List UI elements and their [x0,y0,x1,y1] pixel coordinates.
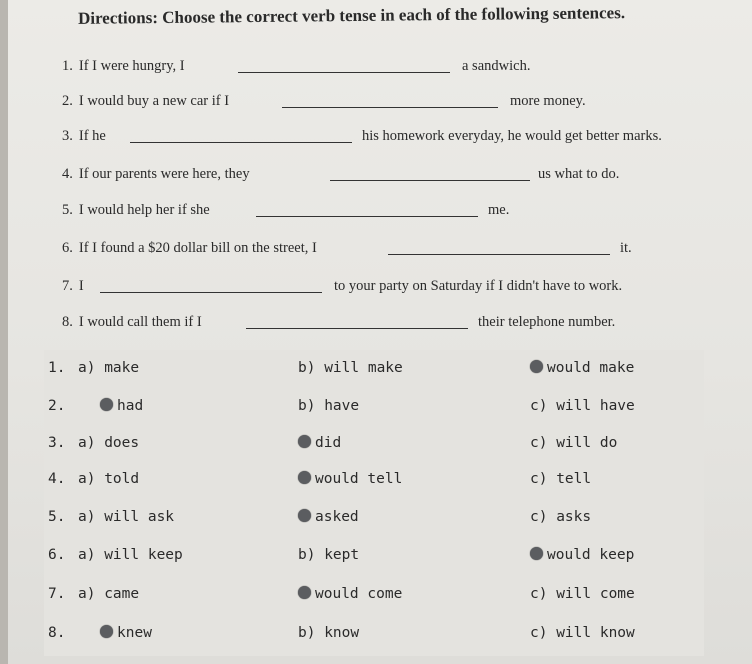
question-text-before: If our parents were here, they [78,166,250,182]
option-label: would make [547,360,635,376]
choice-row-6 [44,547,704,575]
option-label: c) tell [530,471,592,487]
question-number: 2. [62,93,73,109]
question-number: 4. [62,166,73,182]
answer-blank[interactable] [282,107,498,108]
choice-row-4 [44,471,704,499]
question-number: 6. [62,240,73,256]
question-text-before: I would help her if she [78,202,210,218]
option-b[interactable] [298,360,403,376]
question-5 [62,202,510,219]
option-label: a) will ask [78,509,175,525]
option-c[interactable] [530,586,635,602]
choice-row-number: 3. [48,435,66,451]
option-label: had [117,398,144,414]
answer-blank[interactable] [238,72,450,73]
question-text-after: me. [488,202,510,218]
question-number: 7. [62,278,73,294]
filled-circle-icon [298,586,311,599]
option-label: b) kept [298,547,360,563]
question-text-before: I would buy a new car if I [78,93,230,109]
question-7 [62,278,623,295]
option-label: b) have [298,398,360,414]
question-text-before: I [78,278,84,294]
option-label: c) asks [530,509,592,525]
option-b[interactable] [298,398,359,414]
option-label: c) will know [530,625,635,641]
question-8 [62,314,616,331]
option-c[interactable] [530,547,634,563]
choice-row-8 [44,625,704,653]
option-b[interactable] [298,509,359,525]
question-text-before: If I found a $20 dollar bill on the street, I [78,240,317,256]
question-number: 8. [62,314,73,330]
filled-circle-icon [100,625,113,638]
option-label: c) will have [530,398,635,414]
filled-circle-icon [100,398,113,411]
option-label: would tell [315,471,403,487]
option-label: c) will do [530,435,618,451]
worksheet-page [8,0,752,664]
filled-circle-icon [530,360,543,373]
option-c[interactable] [530,509,591,525]
option-label: c) will come [530,586,635,602]
option-label: a) will keep [78,547,183,563]
choice-row-1 [44,360,704,388]
question-2 [62,93,586,110]
option-a[interactable] [78,435,139,451]
option-label: a) does [78,435,140,451]
option-a[interactable] [100,625,152,641]
option-a[interactable] [78,360,139,376]
choice-row-3 [44,435,704,463]
question-text-after: their telephone number. [478,314,616,330]
option-a[interactable] [78,586,139,602]
question-text-before: If he [78,128,106,144]
option-label: b) will make [298,360,403,376]
option-a[interactable] [78,509,174,525]
option-label: a) came [78,586,140,602]
option-b[interactable] [298,435,341,451]
option-b[interactable] [298,625,359,641]
choice-row-number: 6. [48,547,66,563]
option-label: asked [315,509,359,525]
option-c[interactable] [530,398,635,414]
option-c[interactable] [530,360,634,376]
question-text-before: I would call them if I [78,314,202,330]
choice-row-number: 7. [48,586,66,602]
directions-heading: Directions: Choose the correct verb tense in each of the following sentences. [77,3,626,28]
question-number: 5. [62,202,73,218]
option-label: knew [117,625,152,641]
answer-blank[interactable] [100,292,322,293]
choice-row-number: 8. [48,625,66,641]
option-a[interactable] [78,471,139,487]
choice-row-5 [44,509,704,537]
question-text-after: his homework everyday, he would get better marks. [362,128,662,144]
question-text-after: to your party on Saturday if I didn't have to work. [334,278,623,294]
option-c[interactable] [530,435,617,451]
question-text-after: it. [620,240,632,256]
option-b[interactable] [298,586,402,602]
answer-blank[interactable] [246,328,468,329]
filled-circle-icon [298,471,311,484]
option-c[interactable] [530,471,591,487]
question-1 [62,58,531,75]
option-label: would keep [547,547,635,563]
choice-row-number: 2. [48,398,66,414]
question-text-before: If I were hungry, I [78,58,185,74]
option-a[interactable] [78,547,183,563]
filled-circle-icon [298,509,311,522]
question-text-after: more money. [510,93,586,109]
choice-row-number: 1. [48,360,66,376]
answer-blank[interactable] [330,180,530,181]
choice-row-number: 4. [48,471,66,487]
question-text-after: us what to do. [538,166,620,182]
filled-circle-icon [530,547,543,560]
option-label: did [315,435,342,451]
question-text-after: a sandwich. [462,58,531,74]
option-label: would come [315,586,403,602]
question-3 [62,128,662,145]
answer-blank[interactable] [256,216,478,217]
option-b[interactable] [298,547,359,563]
option-label: b) know [298,625,360,641]
question-4 [62,166,620,183]
option-a[interactable] [100,398,143,414]
choice-row-7 [44,586,704,614]
answer-blank[interactable] [388,254,610,255]
question-number: 3. [62,128,73,144]
choice-row-number: 5. [48,509,66,525]
filled-circle-icon [298,435,311,448]
option-b[interactable] [298,471,402,487]
question-number: 1. [62,58,73,74]
answer-blank[interactable] [130,142,352,143]
option-c[interactable] [530,625,635,641]
question-6 [62,240,632,257]
answer-choices-table [44,350,704,656]
choice-row-2 [44,398,704,426]
option-label: a) make [78,360,140,376]
option-label: a) told [78,471,140,487]
